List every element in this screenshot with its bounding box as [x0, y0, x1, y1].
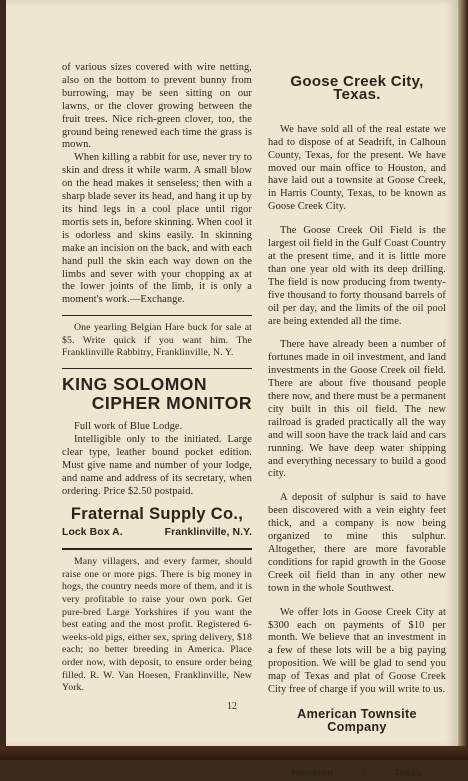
goose-creek-paragraph-1: We have sold all of the real estate we had to dispose of at Seadrift, in Calhoun County, Texas, for the present. We have moved our main office to Houston, and have laid out a townsite at Goose Creek, in Harris County, Texas, to be known as Goose Creek City. — [268, 124, 446, 214]
divider — [62, 368, 252, 369]
divider — [62, 315, 252, 316]
pigs-ad: Many villagers, and every farmer, should raise one or more pigs. There is big money in hogs, the country needs more of them, and it is very profitable to raise your own pork. Get pure-bred Large Yorkshires if you want the best eating and the most profit. Registered 6-weeks-old pigs, either sex, spring delivery, $18 each; no better breeding in America. Place order now, with deposit, to ensure order being filled. R. W. Van Hoesen, Franklinville, New York. — [62, 556, 252, 695]
franklinville-city: Franklinville, N.Y. — [165, 527, 252, 540]
book-spine-edge — [458, 0, 468, 760]
left-column — [62, 62, 252, 695]
fraternal-supply-title: Fraternal Supply Co., — [62, 508, 252, 521]
book-page — [6, 0, 458, 748]
goose-creek-title: Goose Creek City, Texas. — [268, 76, 446, 102]
company-address: 1010 Rusk Ave. — [268, 743, 446, 756]
state-name — [394, 768, 422, 781]
city-name — [292, 768, 333, 781]
king-solomon-line-1: Full work of Blue Lodge. — [62, 421, 252, 434]
goose-creek-paragraph-2: The Goose Creek Oil Field is the largest oil field in the Gulf Coast Country at the present time, and it is little more than one year old with its deep drilling. The field is now producing from twenty-five thousand to forty thousand barrels of oil per day, and the limits of the oil pool are being extended all the time. — [268, 225, 446, 328]
cipher-monitor-title: CIPHER MONITOR — [62, 394, 252, 413]
right-column — [268, 62, 446, 781]
rabbit-paragraph-1: of various sizes covered with wire netting, also on the bottom to prevent bunny from burrowing, may be seen sitting on our lawns, or the clover growing between the fruit trees. Nice rich-green clover, too, the ground being renewed each time the grass is mown. — [62, 62, 252, 152]
page-number: 12 — [6, 701, 458, 712]
goose-creek-paragraph-4: A deposit of sulphur is said to have been discovered with a vein eighty feet thick, and a company is now being organized to mine this sulphur. Altogether, there are more favorable conditions for rapid growth in the Goose Creek oil field than in any other new town in the whole Southwest. — [268, 492, 446, 595]
fraternal-supply-address — [62, 527, 252, 540]
company-name: American Townsite Company — [268, 708, 446, 734]
lock-box: Lock Box A. — [62, 527, 123, 540]
buck-for-sale-ad: One yearling Belgian Hare buck for sale at $5. Write quick if you want him. The Franklinville Rabbitry, Franklinville, N. Y. — [62, 322, 252, 360]
separator-dash — [362, 768, 365, 781]
company-city-state — [292, 768, 422, 781]
king-solomon-description: Intelligible only to the initiated. Large clear type, leather bound pocket edition. Must give name and number of your lodge, and name and address of its secretary, when ordering. Price $2.50 postpaid. — [62, 434, 252, 499]
goose-creek-paragraph-5: We offer lots in Goose Creek City at $300 each on payments of $10 per month. We believe that an investment in a few of these lots will be a big paying proposition. We will be glad to send you map of Texas and plat of Goose Creek City free of charge if you will write to us. — [268, 607, 446, 697]
rabbit-paragraph-2: When killing a rabbit for use, never try to skin and dress it while warm. A small blow on the head makes it senseless; then with a sharp blade sever its head, and hang it up by its hind legs in a cool place until rigor mortis sets in, before skinning. When cool it is odorless and skins easily. In skinning make an incision on the back, and with each hand pull the skin each way down on the limbs and sever with your chopping ax at the lower joints of the limb, it is only a moment's work.—Exchange. — [62, 152, 252, 307]
divider — [62, 548, 252, 550]
book-bottom-edge — [0, 746, 468, 760]
goose-creek-paragraph-3: There have already been a number of fortunes made in oil investment, and land investments in the Goose Creek oil field. There are about five thousand people there now, and there must be a permanent city built in this oil field. The new railroad is graded practically all the way and will soon have the track laid and cars running. We have deep water shipping and everything necessary to build a good city. — [268, 339, 446, 481]
king-solomon-title: KING SOLOMON — [62, 375, 252, 394]
